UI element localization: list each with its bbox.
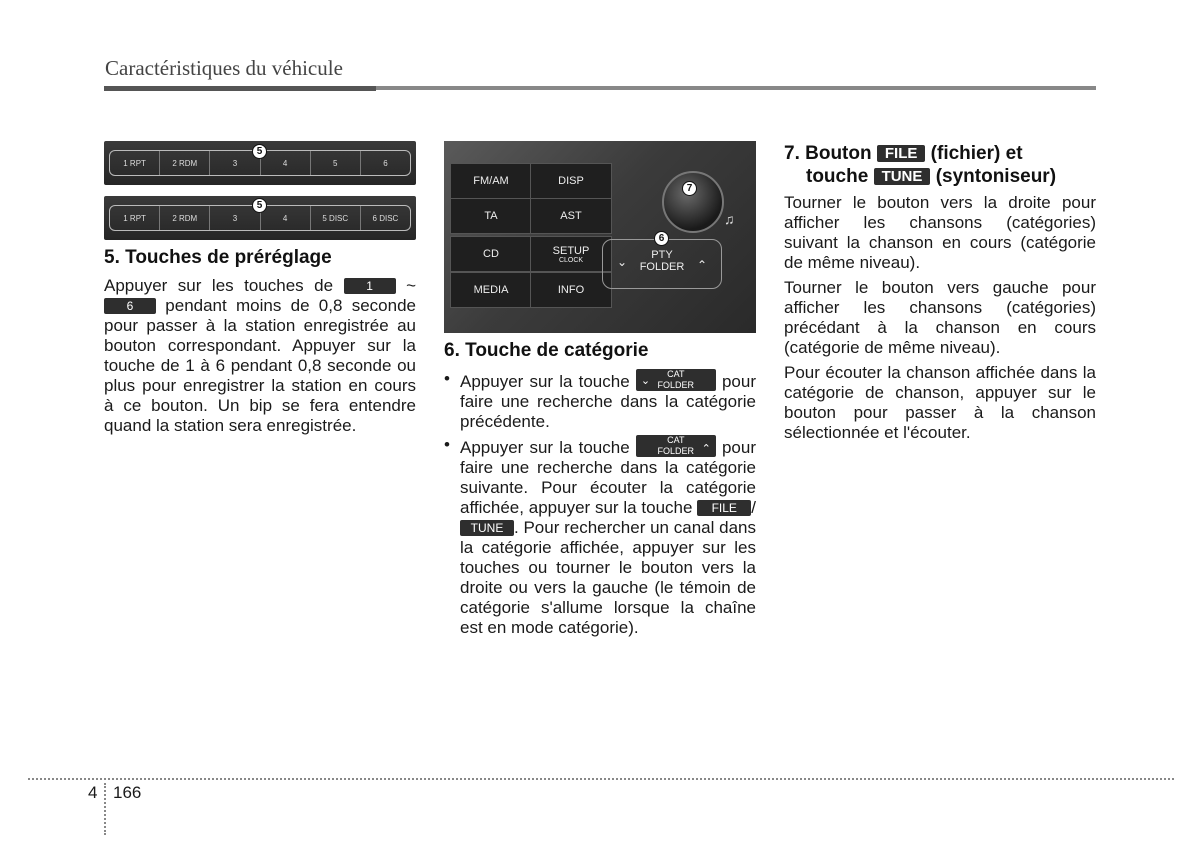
section6-bullet-1 — [444, 369, 756, 432]
pty-folder-button — [602, 239, 722, 289]
preset-key: 1 RPT — [110, 151, 160, 175]
callout-5: 5 — [252, 198, 267, 213]
bullet2-mid: pour faire une recherche dans la catégorie suivante. Pour écouter la catégorie affichée, appuyer sur la touche — [460, 438, 756, 517]
ast-button: AST — [530, 198, 612, 234]
page-header-title: Caractéristiques du véhicule — [105, 56, 343, 80]
header-rule — [104, 86, 1096, 90]
file-key: FILE — [697, 500, 751, 516]
section7-body — [784, 193, 1096, 443]
preset-key: 5 DISC — [311, 206, 361, 230]
callout-5: 5 — [252, 144, 267, 159]
ta-button: TA — [450, 198, 532, 234]
preset-key: 3 — [210, 151, 260, 175]
preset-key: 4 — [261, 206, 311, 230]
section5-body: Appuyer sur les touches de 1 ~ 6 pendant moins de 0,8 seconde pour passer à la station enregistrée au bouton correspondant. Appuyer sur la touche de 1 à 6 pendant 0,8 seconde ou plus pour enregistrer la station en cours à ce bouton. Un bip se fera entendre quand la station sera enregistrée. — [104, 276, 416, 435]
section7-paragraph: Tourner le bouton vers la droite pour afficher les chansons (catégories) suivant la chanson en cours (catégorie de même niveau). — [784, 193, 1096, 272]
bullet2-pre: Appuyer sur la touche — [460, 438, 630, 457]
tune-key: TUNE — [874, 168, 931, 185]
preset-key: 1 RPT — [110, 206, 160, 230]
preset-strip-bottom — [104, 196, 416, 240]
section5-text-b: pendant moins de 0,8 seconde pour passer à la station enregistrée au bouton correspondant. Appuyer sur la touche de 1 à 6 pendant 0,8 seconde ou plus pour enregistrer la station en cours à ce bouton. Un bip se fera entendre quand la station sera enregistrée. — [104, 296, 416, 435]
file-tune-knob — [662, 171, 724, 233]
chevron-down-icon: ⌄ — [640, 375, 651, 387]
bullet-dot: • — [444, 369, 450, 388]
preset-strip-top — [104, 141, 416, 185]
footer-vertical-rule — [104, 783, 106, 835]
section5-text-a: Appuyer sur les touches de — [104, 276, 334, 295]
folder-label: FOLDER — [657, 380, 695, 390]
disp-button: DISP — [530, 163, 612, 199]
cat-label: CAT — [667, 369, 685, 379]
tune-key: TUNE — [460, 520, 514, 536]
preset-key: 2 RDM — [160, 206, 210, 230]
preset-1-key: 1 — [344, 278, 396, 294]
setup-label: SETUP — [552, 244, 590, 257]
info-button: INFO — [530, 272, 612, 308]
clock-label: CLOCK — [558, 256, 584, 264]
pty-label: PTY — [651, 249, 673, 261]
bullet-dot: • — [444, 435, 450, 454]
section7-paragraph: Pour écouter la chanson affichée dans la catégorie de chanson, appuyer sur le bouton pour passer à la chanson sélectionnée et l'écouter. — [784, 363, 1096, 442]
callout-7: 7 — [682, 181, 697, 196]
section6-bullet-2: • Appuyer sur la touche ⌃ CAT FOLDER pour faire une recherche dans la catégorie suivante. Pour écouter la catégorie affichée, appuyer sur la touche FILE /TUNE . Pour rechercher un canal dans la catégorie affichée, appuyer sur les touches ou tourner le bouton vers la droite ou vers la gauche (le témoin de catégorie s'allume lorsque la chaîne est en mode catégorie). — [444, 435, 756, 637]
folder-label: FOLDER — [657, 446, 695, 456]
preset-key: 6 DISC — [372, 213, 399, 223]
folder-label: FOLDER — [639, 261, 685, 273]
preset-key: 6 — [383, 158, 388, 168]
cat-folder-down-key — [636, 369, 716, 391]
cd-button: CD — [450, 236, 532, 272]
cat-label: CAT — [667, 435, 685, 445]
section7-t4: (syntoniseur) — [935, 166, 1057, 187]
preset-key: 4 — [261, 151, 311, 175]
preset-key: 3 — [210, 206, 260, 230]
chapter-number: 4 — [88, 783, 98, 802]
setup-button — [530, 236, 612, 272]
section7-t3: touche — [806, 166, 869, 187]
bullet2-post: . Pour rechercher un canal dans la catégorie affichée, appuyer sur les touches ou tourner le bouton vers la droite ou vers la gauche (le témoin de catégorie s'allume lorsque la chaîne est en mode catégorie). — [460, 518, 756, 637]
chevron-up-icon: ⌃ — [701, 443, 711, 455]
file-key: FILE — [877, 145, 926, 162]
fm-am-button: FM/AM — [450, 163, 532, 199]
section6-title: 6. Touche de catégorie — [444, 340, 649, 361]
section5-title: 5. Touches de préréglage — [104, 247, 332, 268]
preset-key: 5 — [311, 151, 361, 175]
cat-folder-up-key — [636, 435, 716, 457]
preset-6-key: 6 — [104, 298, 156, 314]
chevron-up-icon: ⌃ — [696, 258, 707, 272]
callout-6: 6 — [654, 231, 669, 246]
preset-key: 2 RDM — [160, 151, 210, 175]
bullet1-post: pour faire une recherche dans la catégorie précédente. — [460, 372, 756, 431]
section7-t2: (fichier) et — [930, 143, 1023, 164]
chevron-down-icon: ⌄ — [617, 255, 628, 269]
section7-t1: 7. Bouton — [784, 143, 872, 164]
bullet1-pre: Appuyer sur la touche — [460, 372, 630, 391]
music-note-icon: ♫ — [724, 211, 735, 227]
media-button: MEDIA — [450, 272, 532, 308]
radio-panel-image — [444, 141, 756, 333]
section7-paragraph: Tourner le bouton vers gauche pour afficher les chansons (catégories) précédant à la chanson en cours (catégorie de même niveau). — [784, 278, 1096, 357]
page-number: 166 — [113, 783, 142, 802]
section7-title — [784, 142, 1096, 188]
footer-rule — [28, 778, 1174, 780]
